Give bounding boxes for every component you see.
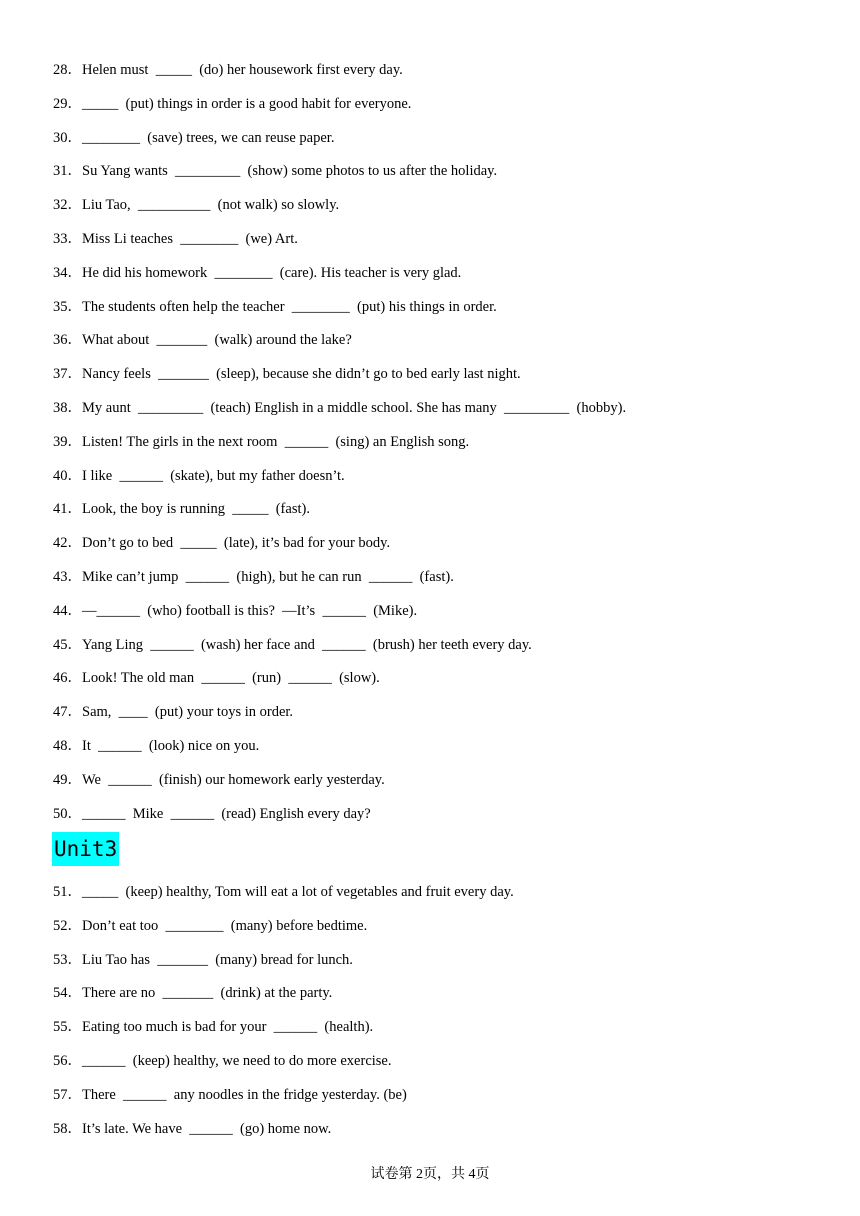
question-text: —______ (who) football is this? —It’s ______ (Mike).: [82, 602, 418, 619]
question-text: Eating too much is bad for your ______ (health).: [82, 1019, 374, 1036]
question-item: [53, 805, 371, 823]
question-text: Yang Ling ______ (wash) her face and ______ (brush) her teeth every day.: [82, 636, 532, 653]
question-item: [53, 196, 339, 214]
question-number: 46．: [53, 670, 82, 687]
question-number: 44．: [53, 602, 82, 619]
question-item: [53, 399, 626, 417]
question-number: 40．: [53, 467, 82, 484]
question-text: There ______ any noodles in the fridge yesterday. (be): [82, 1086, 407, 1103]
question-number: 48．: [53, 738, 82, 754]
question-number: 30．: [53, 129, 82, 146]
question-text: Look! The old man ______ (run) ______ (slow).: [82, 670, 380, 687]
question-text: I like ______ (skate), but my father doesn’t.: [82, 467, 345, 484]
question-item: [53, 534, 390, 552]
question-number: 37．: [53, 366, 82, 383]
question-number: 54．: [53, 985, 82, 1002]
question-text: We ______ (finish) our homework early yesterday.: [82, 771, 385, 788]
question-item: [53, 1120, 331, 1138]
question-item: [53, 331, 352, 349]
question-text: Listen! The girls in the next room ______ (sing) an English song.: [82, 433, 470, 450]
question-item: [53, 771, 385, 789]
question-text: Liu Tao has _______ (many) bread for lunch.: [82, 951, 353, 968]
question-item: [53, 1086, 407, 1104]
question-number: 28．: [53, 62, 82, 78]
question-number: 57．: [53, 1086, 82, 1103]
question-number: 31．: [53, 163, 82, 180]
question-text: My aunt _________ (teach) English in a middle school. She has many _________ (hobby).: [82, 400, 627, 416]
question-item: [53, 95, 411, 113]
question-number: 55．: [53, 1019, 82, 1036]
question-number: 49．: [53, 771, 82, 788]
question-number: 53．: [53, 951, 82, 968]
question-item: [53, 264, 461, 282]
question-text: It ______ (look) nice on you.: [82, 738, 260, 754]
question-item: [53, 737, 259, 755]
question-text: Su Yang wants _________ (show) some photos to us after the holiday.: [82, 163, 498, 180]
question-text: It’s late. We have ______ (go) home now.: [82, 1120, 332, 1137]
question-item: [53, 602, 417, 620]
question-number: 50．: [53, 805, 82, 822]
question-number: 39．: [53, 433, 82, 450]
question-item: [53, 433, 469, 451]
question-text: _____ (keep) healthy, Tom will eat a lot of vegetables and fruit every day.: [82, 884, 514, 900]
question-text: Sam, ____ (put) your toys in order.: [82, 704, 294, 721]
question-text: Nancy feels _______ (sleep), because she didn’t go to bed early last night.: [82, 366, 521, 383]
question-number: 41．: [53, 501, 82, 518]
question-text: Helen must _____ (do) her housework first every day.: [82, 62, 403, 78]
question-text: ______ (keep) healthy, we need to do more exercise.: [82, 1053, 392, 1069]
question-text: Look, the boy is running _____ (fast).: [82, 501, 310, 518]
question-number: 32．: [53, 197, 82, 214]
question-text: Miss Li teaches ________ (we) Art.: [82, 231, 298, 247]
question-text: Don’t go to bed _____ (late), it’s bad for your body.: [82, 535, 391, 552]
question-text: ________ (save) trees, we can reuse paper.: [82, 129, 335, 146]
question-number: 33．: [53, 231, 82, 247]
question-number: 35．: [53, 298, 82, 315]
question-number: 47．: [53, 704, 82, 721]
unit-heading: Unit3: [52, 832, 119, 866]
question-item: [53, 984, 332, 1002]
question-item: [53, 230, 298, 248]
question-number: 38．: [53, 400, 82, 416]
question-item: [53, 917, 367, 935]
question-text: There are no _______ (drink) at the party.: [82, 985, 333, 1002]
question-item: [53, 162, 497, 180]
question-text: He did his homework ________ (care). His teacher is very glad.: [82, 264, 462, 281]
question-item: [53, 500, 310, 518]
question-item: [53, 636, 532, 654]
question-item: [53, 365, 521, 383]
question-text: What about _______ (walk) around the lake?: [82, 332, 352, 349]
question-text: Mike can’t jump ______ (high), but he can run ______ (fast).: [82, 569, 454, 585]
question-number: 36．: [53, 332, 82, 349]
question-number: 45．: [53, 636, 82, 653]
question-text: _____ (put) things in order is a good habit for everyone.: [82, 95, 412, 112]
question-item: [53, 467, 345, 485]
question-item: [53, 669, 380, 687]
question-item: [53, 61, 403, 79]
question-number: 29．: [53, 95, 82, 112]
question-text: ______ Mike ______ (read) English every day?: [82, 805, 371, 822]
question-item: [53, 568, 454, 586]
question-item: [53, 883, 514, 901]
page-footer: 试卷第 2页，共 4页: [370, 1167, 490, 1182]
question-item: [53, 703, 293, 721]
question-number: 34．: [53, 264, 82, 281]
question-number: 52．: [53, 917, 82, 934]
question-text: The students often help the teacher ________ (put) his things in order.: [82, 298, 497, 315]
question-number: 42．: [53, 535, 82, 552]
question-item: [53, 298, 497, 316]
question-text: Liu Tao, __________ (not walk) so slowly.: [82, 197, 340, 214]
question-number: 58．: [53, 1120, 82, 1137]
question-item: [53, 1052, 391, 1070]
question-item: [53, 1018, 373, 1036]
question-number: 43．: [53, 569, 82, 585]
question-item: [53, 951, 353, 969]
question-number: 51．: [53, 884, 82, 900]
question-item: [53, 129, 334, 147]
question-number: 56．: [53, 1053, 82, 1069]
question-text: Don’t eat too ________ (many) before bedtime.: [82, 917, 368, 934]
